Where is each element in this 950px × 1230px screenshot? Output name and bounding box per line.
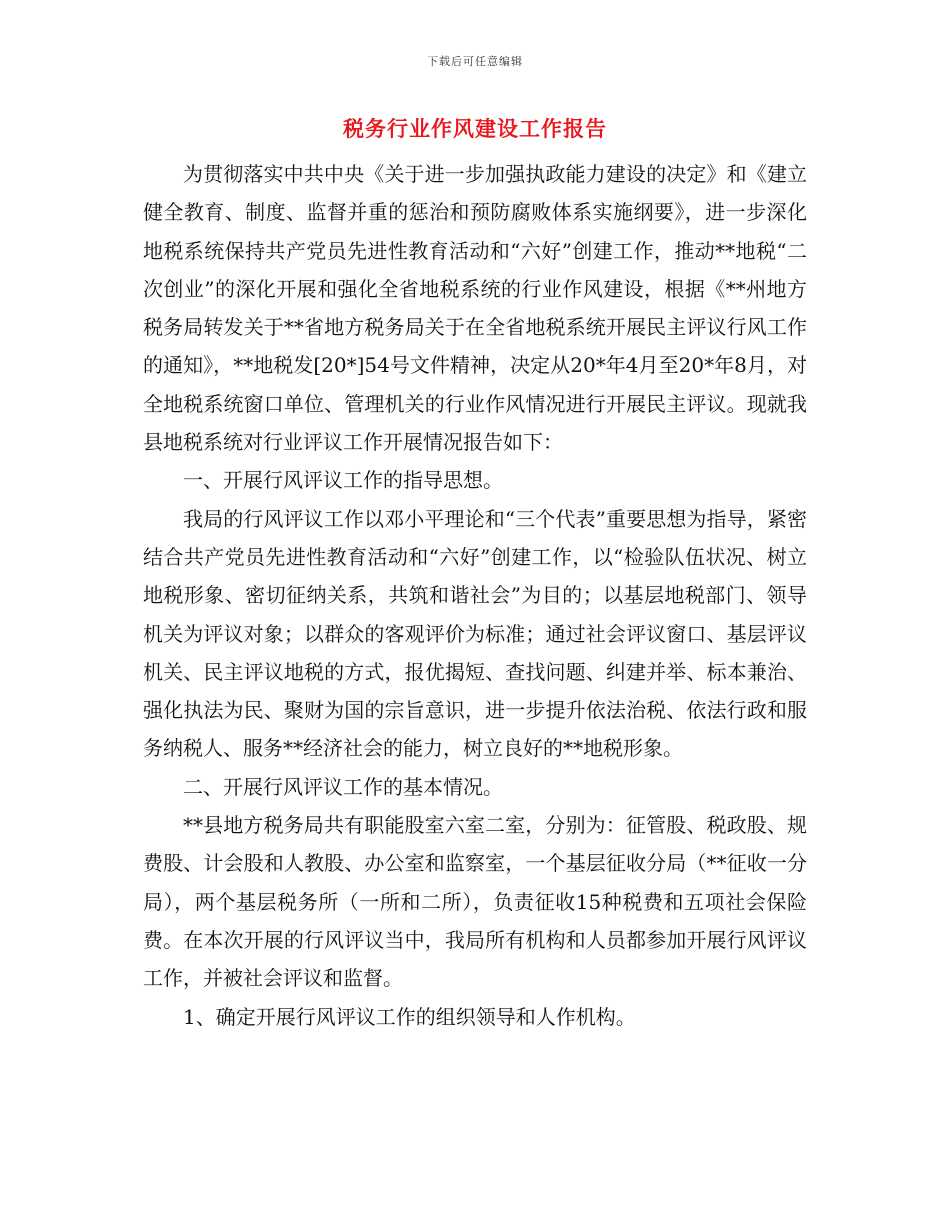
paragraph-guiding-thought: 我局的行风评议工作以邓小平理论和“三个代表”重要思想为指导，紧密结合共产党员先进性教育活动和“六好”创建工作，以“检验队伍状况、树立地税形象、密切征纳关系，共筑和谐社会”为目的；以基层地税部门、领导机关为评议对象；以群众的客观评价为标准；通过社会评议窗口、基层评议机关、民主评议地税的方式，报优揭短、查找问题、纠建并举、标本兼治、强化执法为民、聚财为国的宗旨意识，进一步提升依法治税、依法行政和服务纳税人、服务**经济社会的能力，树立良好的**地税形象。 xyxy=(143,506,807,761)
document-body xyxy=(143,155,807,1036)
paragraph-basic-situation: **县地方税务局共有职能股室六室二室，分别为：征管股、税政股、规费股、计会股和人教股、办公室和监察室，一个基层征收分局（**征收一分局），两个基层税务所（一所和二所），负责征收15种税费和五项社会保险费。在本次开展的行风评议当中，我局所有机构和人员都参加开展行风评议工作，并被社会评议和监督。 xyxy=(143,813,807,991)
header-note: 下载后可任意编辑 xyxy=(427,55,523,68)
section-heading-basic-situation: 二、开展行风评议工作的基本情况。 xyxy=(183,774,503,799)
document-title: 税务行业作风建设工作报告 xyxy=(343,117,607,141)
subsection-heading-organization: 1、确定开展行风评议工作的组织领导和人作机构。 xyxy=(183,1004,636,1029)
paragraph-intro: 为贯彻落实中共中央《关于进一步加强执政能力建设的决定》和《建立健全教育、制度、监督并重的惩治和预防腐败体系实施纲要》，进一步深化地税系统保持共产党员先进性教育活动和“六好”创建工作，推动**地税“二次创业”的深化开展和强化全省地税系统的行业作风建设，根据《**州地方税务局转发关于**省地方税务局关于在全省地税系统开展民主评议行风工作的通知》，**地税发[20*]54号文件精神，决定从20*年4月至20*年8月，对全地税系统窗口单位、管理机关的行业作风情况进行开展民主评议。现就我县地税系统对行业评议工作开展情况报告如下： xyxy=(143,162,807,455)
section-heading-guiding-thought: 一、开展行风评议工作的指导思想。 xyxy=(183,468,503,493)
